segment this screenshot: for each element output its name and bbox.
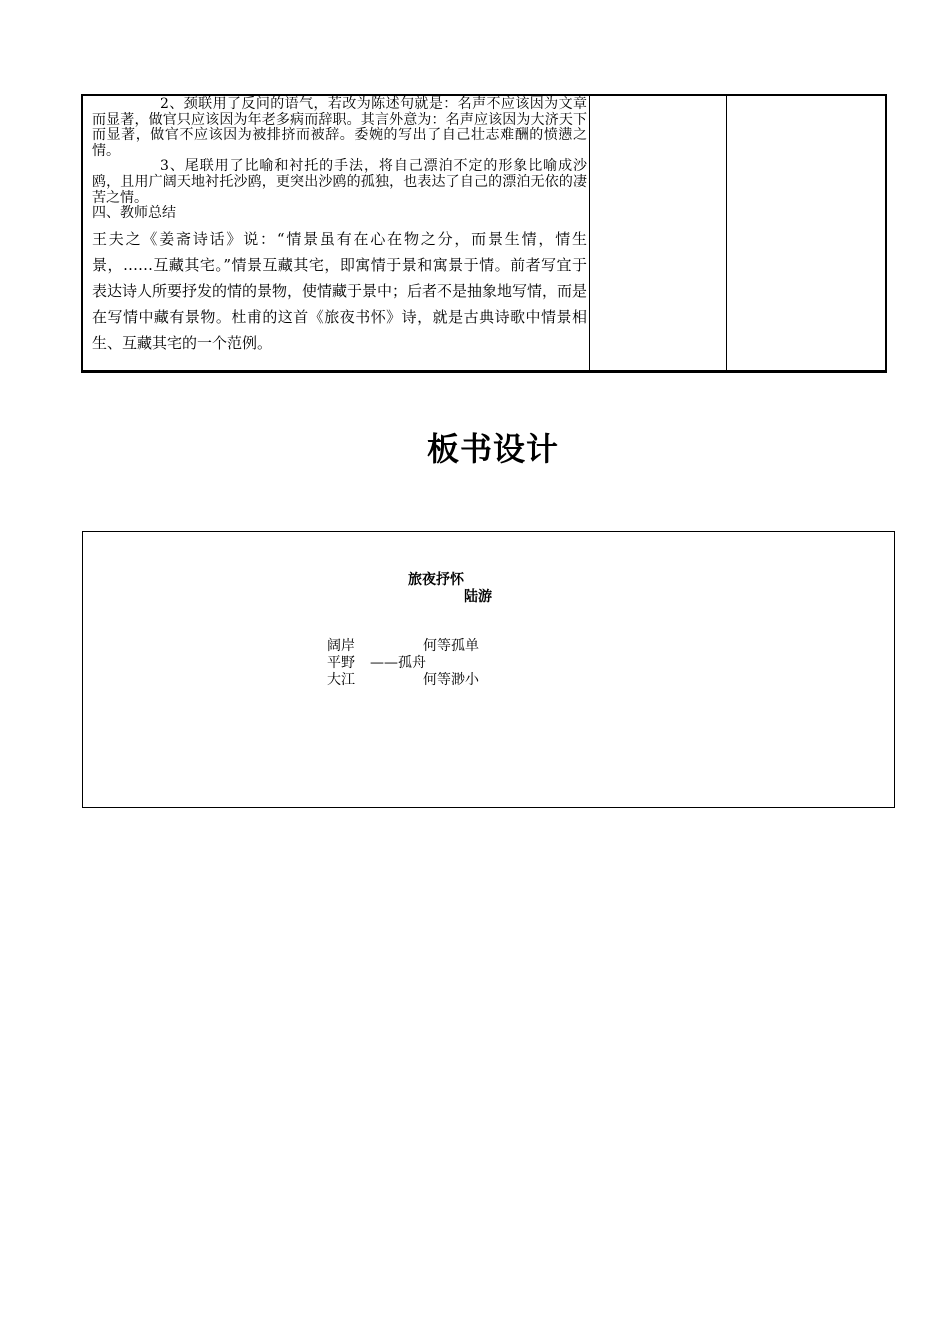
board-term-left-1: 阔岸 [327,638,355,654]
board-design-title: 板书设计 [426,430,559,468]
poem-author: 陆游 [464,589,492,605]
board-term-left-3: 大江 [327,672,355,688]
poem-title: 旅夜抒怀 [408,572,464,588]
board-term-right-1: 何等孤单 [423,638,479,654]
lesson-text-cell [92,97,587,356]
point-3-paragraph: 3、尾联用了比喻和衬托的手法，将自己漂泊不定的形象比喻成沙鸥，且用广阔天地衬托沙鸥，更突出沙鸥的孤独，也表达了自己的漂泊无依的凄苦之情。 [92,158,587,206]
board-design-box [82,531,895,808]
board-term-right-2: 何等渺小 [423,672,479,688]
board-connector: ——孤舟 [370,655,426,671]
section-heading: 四、教师总结 [92,205,176,222]
column-divider-2 [726,96,727,370]
board-term-left-2: 平野 [327,655,355,671]
summary-paragraph: 王夫之《姜斋诗话》说：“情景虽有在心在物之分，而景生情，情生景，……互藏其宅。”情景互藏其宅，即寓情于景和寓景于情。前者写宜于表达诗人所要抒发的情的景物，使情藏于景中；后者不是抽象地写情，而是在写情中藏有景物。杜甫的这首《旅夜书怀》诗，就是古典诗歌中情景相生、互藏其宅的一个范例。 [92,229,588,352]
lesson-table [81,94,887,373]
point-2-paragraph: 2、颈联用了反问的语气，若改为陈述句就是：名声不应该因为文章而显著，做官只应该因为年老多病而辞职。其言外意为：名声应该因为大济天下而显著，做官不应该因为被排挤而被辞。委婉的写出了自己壮志难酬的愤懑之情。 [92,96,587,159]
column-divider-1 [589,96,590,370]
